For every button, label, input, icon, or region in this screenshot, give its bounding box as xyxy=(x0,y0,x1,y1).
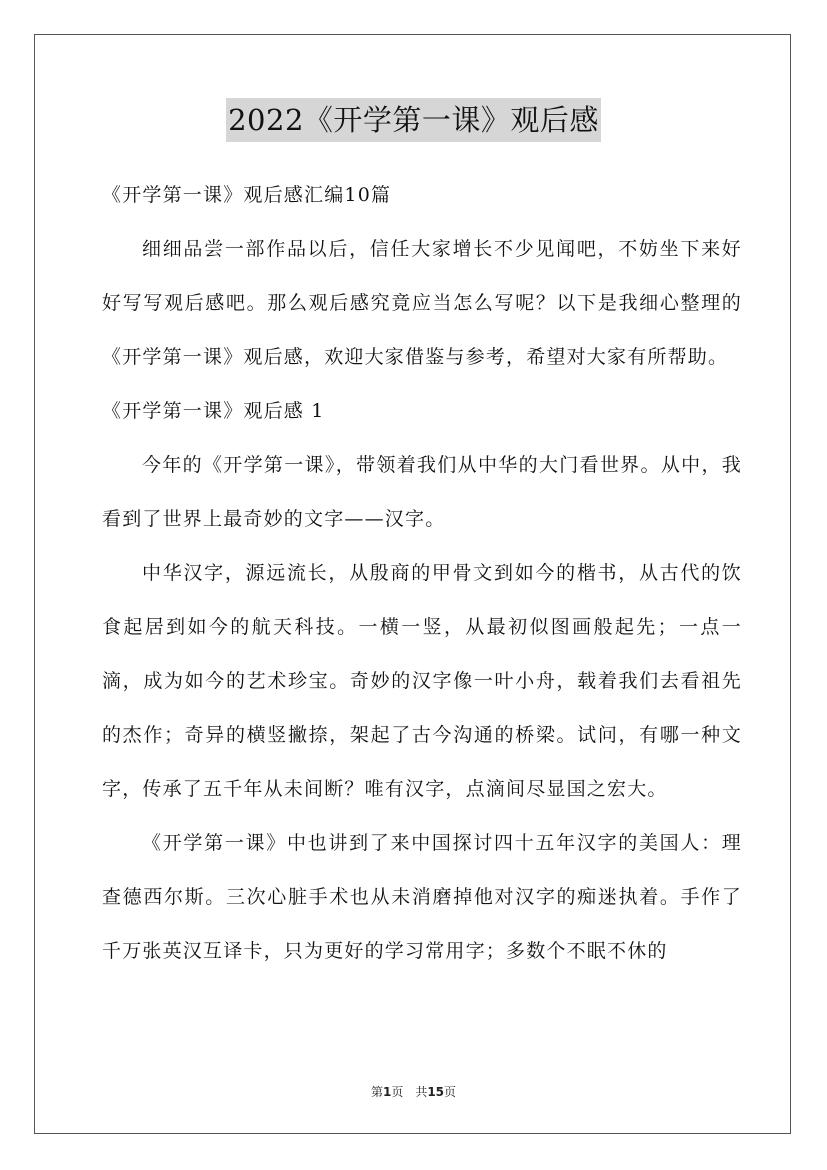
body-paragraph-3: 《开学第一课》中也讲到了来中国探讨四十五年汉字的美国人：理查德西尔斯。三次心脏手术也从未消磨掉他对汉字的痴迷执着。手作了千万张英汉互译卡，只为更好的学习常用字；多数个不眠不休的 xyxy=(102,832,742,962)
document-body xyxy=(102,168,742,978)
page-prefix: 第 xyxy=(370,1085,383,1099)
body-paragraph-2: 中华汉字，源远流长，从殷商的甲骨文到如今的楷书，从古代的饮食起居到如今的航天科技。一横一竖，从最初似图画般起先；一点一滴，成为如今的艺术珍宝。奇妙的汉字像一叶小舟，载着我们去看祖先的杰作；奇异的横竖撇捺，架起了古今沟通的桥梁。试问，有哪一种文字，传承了五千年从未间断？唯有汉字，点滴间尽显国之宏大。 xyxy=(102,562,742,800)
page-middle: 页 共 xyxy=(391,1085,428,1099)
title-container xyxy=(0,98,827,142)
section-title: 《开学第一课》观后感 1 xyxy=(102,400,325,422)
page-footer xyxy=(0,1083,827,1100)
document-title: 2022《开学第一课》观后感 xyxy=(226,98,601,142)
intro-paragraph: 细细品尝一部作品以后，信任大家增长不少见闻吧，不妨坐下来好好写写观后感吧。那么观后感究竟应当怎么写呢？以下是我细心整理的《开学第一课》观后感，欢迎大家借鉴与参考，希望对大家有所帮助。 xyxy=(102,238,742,368)
total-page-number: 15 xyxy=(427,1085,445,1099)
current-page-number: 1 xyxy=(382,1085,392,1099)
page-suffix: 页 xyxy=(444,1085,457,1099)
document-subtitle: 《开学第一课》观后感汇编10篇 xyxy=(102,184,392,206)
body-paragraph-1: 今年的《开学第一课》，带领着我们从中华的大门看世界。从中，我看到了世界上最奇妙的文字——汉字。 xyxy=(102,454,742,530)
